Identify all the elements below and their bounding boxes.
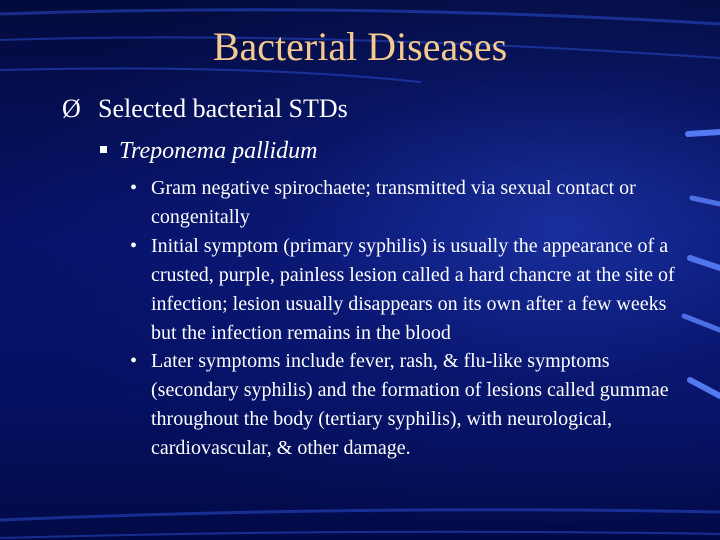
level2-text: Treponema pallidum <box>119 138 318 164</box>
slide-title: Bacterial Diseases <box>212 24 508 69</box>
dot-bullet-icon: • <box>130 350 138 373</box>
dot-bullet-icon: • <box>130 177 138 199</box>
square-bullet-icon <box>100 146 107 153</box>
level2-bullet-item <box>100 135 317 167</box>
level1-text: Selected bacterial STDs <box>98 94 348 123</box>
level1-bullet-item <box>62 92 348 126</box>
bullet-text: Later symptoms include fever, rash, & flu-like symptoms (secondary syphilis) and the formation of lesions called gummae throughout the body (tertiary syphilis), with neurological, cardiovascular, & other damage. <box>151 350 669 460</box>
bullet-text: Initial symptom (primary syphilis) is usually the appearance of a crusted, purple, painless lesion called a hard chancre at the site of infection; lesion usually disappears on its own after a few weeks but the infection remains in the blood <box>151 234 675 344</box>
bullet-item <box>130 232 675 348</box>
bullet-item <box>130 347 675 463</box>
arrow-bullet-icon: Ø <box>62 94 81 123</box>
bullet-item <box>130 174 675 232</box>
level3-bullet-list <box>130 174 675 463</box>
bullet-text: Gram negative spirochaete; transmitted via sexual contact or congenitally <box>151 177 636 228</box>
dot-bullet-icon: • <box>130 234 138 257</box>
